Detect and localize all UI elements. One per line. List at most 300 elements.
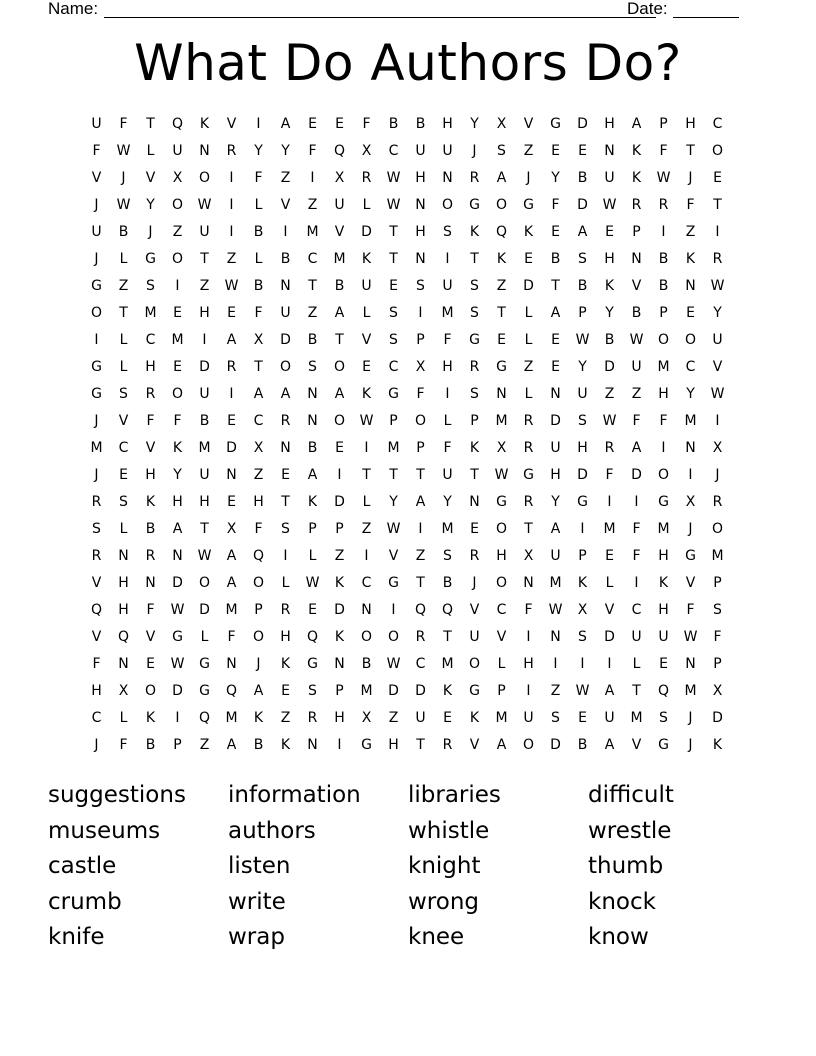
grid-letter[interactable]: U [523, 710, 534, 726]
grid-letter[interactable]: C [496, 602, 507, 618]
grid-letter[interactable]: N [307, 386, 318, 402]
grid-letter[interactable]: U [712, 332, 723, 348]
grid-letter[interactable]: L [497, 656, 506, 672]
grid-letter[interactable]: D [199, 602, 210, 618]
grid-letter[interactable]: H [442, 116, 453, 132]
grid-letter[interactable]: O [252, 575, 265, 591]
grid-letter[interactable]: H [334, 710, 345, 726]
grid-letter[interactable]: W [116, 143, 131, 159]
grid-letter[interactable]: A [415, 494, 426, 510]
grid-letter[interactable]: Z [280, 170, 291, 186]
grid-letter[interactable]: T [470, 467, 479, 483]
grid-letter[interactable]: E [470, 521, 479, 537]
grid-letter[interactable]: Z [496, 278, 507, 294]
grid-letter[interactable]: N [118, 656, 129, 672]
grid-letter[interactable]: W [386, 656, 401, 672]
grid-letter[interactable]: Z [604, 386, 615, 402]
grid-letter[interactable]: L [254, 197, 263, 213]
grid-letter[interactable]: A [550, 521, 561, 537]
grid-letter[interactable]: R [658, 197, 669, 213]
grid-letter[interactable]: I [283, 548, 288, 564]
grid-letter[interactable]: L [362, 197, 371, 213]
grid-letter[interactable]: T [416, 467, 425, 483]
grid-letter[interactable]: B [253, 224, 264, 240]
grid-letter[interactable]: H [442, 359, 453, 375]
grid-letter[interactable]: U [172, 143, 183, 159]
grid-letter[interactable]: B [415, 116, 426, 132]
grid-letter[interactable]: X [415, 359, 426, 375]
grid-letter[interactable]: L [119, 710, 128, 726]
grid-letter[interactable]: A [334, 305, 345, 321]
grid-letter[interactable]: I [229, 224, 234, 240]
grid-letter[interactable]: S [578, 413, 587, 429]
grid-letter[interactable]: A [334, 386, 345, 402]
grid-letter[interactable]: E [281, 683, 290, 699]
grid-letter[interactable]: Y [551, 494, 560, 510]
grid-letter[interactable]: H [658, 602, 669, 618]
grid-letter[interactable]: N [685, 278, 696, 294]
grid-letter[interactable]: N [280, 440, 291, 456]
grid-letter[interactable]: G [199, 656, 210, 672]
grid-letter[interactable]: F [173, 413, 182, 429]
grid-letter[interactable]: E [551, 359, 560, 375]
grid-letter[interactable]: Z [415, 548, 426, 564]
grid-letter[interactable]: B [658, 251, 669, 267]
grid-letter[interactable]: I [229, 386, 234, 402]
grid-letter[interactable]: U [415, 710, 426, 726]
grid-letter[interactable]: F [632, 521, 641, 537]
grid-letter[interactable]: A [280, 386, 291, 402]
grid-letter[interactable]: H [523, 656, 534, 672]
grid-letter[interactable]: S [443, 548, 452, 564]
grid-letter[interactable]: R [523, 440, 534, 456]
grid-letter[interactable]: V [361, 332, 372, 348]
grid-letter[interactable]: U [280, 305, 291, 321]
grid-letter[interactable]: A [631, 440, 642, 456]
grid-letter[interactable]: K [496, 251, 507, 267]
grid-letter[interactable]: N [145, 575, 156, 591]
grid-letter[interactable]: W [710, 386, 725, 402]
grid-letter[interactable]: D [334, 602, 345, 618]
grid-letter[interactable]: C [253, 413, 264, 429]
grid-letter[interactable]: P [335, 683, 344, 699]
grid-letter[interactable]: M [495, 710, 508, 726]
grid-letter[interactable]: C [685, 359, 696, 375]
grid-letter[interactable]: L [119, 251, 128, 267]
grid-letter[interactable]: B [307, 332, 318, 348]
grid-letter[interactable]: L [362, 305, 371, 321]
grid-letter[interactable]: A [307, 467, 318, 483]
grid-letter[interactable]: R [91, 494, 102, 510]
grid-letter[interactable]: O [468, 656, 481, 672]
grid-letter[interactable]: O [144, 683, 157, 699]
grid-letter[interactable]: Q [171, 116, 184, 132]
grid-letter[interactable]: Y [578, 359, 587, 375]
grid-letter[interactable]: V [226, 116, 237, 132]
grid-letter[interactable]: S [308, 683, 317, 699]
grid-letter[interactable]: Z [631, 386, 642, 402]
grid-letter[interactable]: K [604, 278, 615, 294]
grid-letter[interactable]: M [333, 251, 346, 267]
grid-letter[interactable]: O [279, 359, 292, 375]
grid-letter[interactable]: K [280, 656, 291, 672]
grid-letter[interactable]: E [308, 602, 317, 618]
grid-letter[interactable]: F [686, 197, 695, 213]
grid-letter[interactable]: J [94, 737, 99, 753]
grid-letter[interactable]: H [199, 494, 210, 510]
grid-letter[interactable]: W [656, 170, 671, 186]
grid-letter[interactable]: Z [118, 278, 129, 294]
grid-letter[interactable]: D [604, 629, 615, 645]
grid-letter[interactable]: O [495, 575, 508, 591]
grid-letter[interactable]: S [443, 224, 452, 240]
grid-letter[interactable]: W [170, 602, 185, 618]
grid-letter[interactable]: U [550, 440, 561, 456]
grid-letter[interactable]: X [361, 710, 372, 726]
grid-letter[interactable]: W [386, 521, 401, 537]
grid-letter[interactable]: I [580, 521, 585, 537]
grid-letter[interactable]: E [578, 143, 587, 159]
grid-letter[interactable]: R [280, 413, 291, 429]
grid-letter[interactable]: M [387, 440, 400, 456]
grid-letter[interactable]: I [364, 440, 369, 456]
grid-letter[interactable]: K [307, 494, 318, 510]
grid-letter[interactable]: Z [199, 737, 210, 753]
grid-letter[interactable]: W [305, 575, 320, 591]
grid-letter[interactable]: P [497, 683, 506, 699]
grid-letter[interactable]: M [225, 602, 238, 618]
grid-letter[interactable]: Z [226, 251, 237, 267]
grid-letter[interactable]: H [172, 494, 183, 510]
grid-letter[interactable]: K [334, 629, 345, 645]
grid-letter[interactable]: N [523, 575, 534, 591]
grid-letter[interactable]: I [661, 440, 666, 456]
grid-letter[interactable]: H [91, 683, 102, 699]
grid-letter[interactable]: P [632, 224, 641, 240]
grid-letter[interactable]: S [119, 386, 128, 402]
grid-letter[interactable]: L [308, 548, 317, 564]
grid-letter[interactable]: R [442, 737, 453, 753]
grid-letter[interactable]: K [361, 386, 372, 402]
name-blank-line[interactable] [104, 0, 656, 18]
grid-letter[interactable]: G [91, 359, 102, 375]
grid-letter[interactable]: E [497, 332, 506, 348]
grid-letter[interactable]: K [145, 710, 156, 726]
grid-letter[interactable]: K [631, 170, 642, 186]
grid-letter[interactable]: Z [172, 224, 183, 240]
grid-letter[interactable]: X [496, 116, 507, 132]
grid-letter[interactable]: F [92, 143, 101, 159]
grid-letter[interactable]: J [688, 170, 693, 186]
grid-letter[interactable]: Y [443, 494, 452, 510]
grid-letter[interactable]: M [441, 656, 454, 672]
grid-letter[interactable]: I [391, 602, 396, 618]
grid-letter[interactable]: K [172, 440, 183, 456]
grid-letter[interactable]: X [334, 170, 345, 186]
grid-letter[interactable]: N [307, 737, 318, 753]
grid-letter[interactable]: B [442, 575, 453, 591]
grid-letter[interactable]: M [711, 548, 724, 564]
grid-letter[interactable]: E [119, 467, 128, 483]
grid-letter[interactable]: U [199, 386, 210, 402]
grid-letter[interactable]: X [496, 440, 507, 456]
grid-letter[interactable]: F [659, 143, 668, 159]
grid-letter[interactable]: T [146, 116, 155, 132]
grid-letter[interactable]: Z [550, 683, 561, 699]
grid-letter[interactable]: O [495, 197, 508, 213]
grid-letter[interactable]: I [310, 170, 315, 186]
grid-letter[interactable]: D [172, 683, 183, 699]
grid-letter[interactable]: E [605, 224, 614, 240]
grid-letter[interactable]: E [227, 305, 236, 321]
grid-letter[interactable]: W [629, 332, 644, 348]
grid-letter[interactable]: E [146, 656, 155, 672]
grid-letter[interactable]: F [362, 116, 371, 132]
grid-letter[interactable]: D [550, 413, 561, 429]
grid-letter[interactable]: H [199, 305, 210, 321]
grid-letter[interactable]: N [307, 413, 318, 429]
grid-letter[interactable]: T [254, 359, 263, 375]
grid-letter[interactable]: T [335, 332, 344, 348]
grid-letter[interactable]: R [631, 197, 642, 213]
grid-letter[interactable]: Z [523, 143, 534, 159]
grid-letter[interactable]: D [577, 197, 588, 213]
grid-letter[interactable]: I [661, 224, 666, 240]
grid-letter[interactable]: N [685, 656, 696, 672]
grid-letter[interactable]: F [443, 332, 452, 348]
grid-letter[interactable]: H [685, 116, 696, 132]
grid-letter[interactable]: I [202, 332, 207, 348]
grid-letter[interactable]: S [497, 143, 506, 159]
grid-letter[interactable]: F [146, 602, 155, 618]
grid-letter[interactable]: S [578, 629, 587, 645]
grid-letter[interactable]: M [441, 521, 454, 537]
grid-letter[interactable]: M [306, 224, 319, 240]
grid-letter[interactable]: U [415, 143, 426, 159]
grid-letter[interactable]: O [441, 197, 454, 213]
grid-letter[interactable]: S [308, 359, 317, 375]
grid-letter[interactable]: I [337, 737, 342, 753]
grid-letter[interactable]: H [604, 251, 615, 267]
grid-letter[interactable]: H [550, 467, 561, 483]
grid-letter[interactable]: P [254, 602, 263, 618]
grid-letter[interactable]: G [523, 467, 534, 483]
grid-letter[interactable]: I [715, 224, 720, 240]
grid-letter[interactable]: A [631, 116, 642, 132]
grid-letter[interactable]: O [252, 629, 265, 645]
grid-letter[interactable]: P [416, 332, 425, 348]
grid-letter[interactable]: L [524, 332, 533, 348]
grid-letter[interactable]: J [526, 170, 531, 186]
grid-letter[interactable]: Y [146, 197, 155, 213]
grid-letter[interactable]: Q [252, 548, 265, 564]
grid-letter[interactable]: T [389, 251, 398, 267]
grid-letter[interactable]: W [602, 197, 617, 213]
grid-letter[interactable]: U [334, 197, 345, 213]
grid-letter[interactable]: G [658, 737, 669, 753]
grid-letter[interactable]: H [253, 494, 264, 510]
grid-letter[interactable]: Y [173, 467, 182, 483]
grid-letter[interactable]: Y [551, 170, 560, 186]
grid-letter[interactable]: H [118, 602, 129, 618]
grid-letter[interactable]: W [710, 278, 725, 294]
grid-letter[interactable]: R [604, 440, 615, 456]
grid-letter[interactable]: K [685, 251, 696, 267]
grid-letter[interactable]: K [577, 575, 588, 591]
grid-letter[interactable]: E [281, 467, 290, 483]
grid-letter[interactable]: W [197, 548, 212, 564]
grid-letter[interactable]: L [119, 332, 128, 348]
grid-letter[interactable]: P [470, 413, 479, 429]
grid-letter[interactable]: U [91, 116, 102, 132]
grid-letter[interactable]: R [145, 386, 156, 402]
grid-letter[interactable]: N [415, 251, 426, 267]
grid-letter[interactable]: H [658, 386, 669, 402]
grid-letter[interactable]: C [307, 251, 318, 267]
grid-letter[interactable]: V [469, 737, 480, 753]
grid-letter[interactable]: O [657, 467, 670, 483]
grid-letter[interactable]: P [416, 440, 425, 456]
grid-letter[interactable]: Q [198, 710, 211, 726]
grid-letter[interactable]: H [388, 737, 399, 753]
grid-letter[interactable]: V [685, 575, 696, 591]
grid-letter[interactable]: K [442, 683, 453, 699]
grid-letter[interactable]: X [523, 548, 534, 564]
grid-letter[interactable]: U [199, 467, 210, 483]
grid-letter[interactable]: R [361, 170, 372, 186]
grid-letter[interactable]: T [497, 305, 506, 321]
grid-letter[interactable]: Z [280, 710, 291, 726]
grid-letter[interactable]: L [362, 494, 371, 510]
grid-letter[interactable]: J [94, 467, 99, 483]
grid-letter[interactable]: W [116, 197, 131, 213]
grid-letter[interactable]: B [280, 251, 291, 267]
grid-letter[interactable]: S [416, 278, 425, 294]
grid-letter[interactable]: I [283, 224, 288, 240]
grid-letter[interactable]: B [145, 521, 156, 537]
grid-letter[interactable]: R [523, 413, 534, 429]
grid-letter[interactable]: I [418, 521, 423, 537]
grid-letter[interactable]: D [415, 683, 426, 699]
grid-letter[interactable]: X [577, 602, 588, 618]
grid-letter[interactable]: E [173, 305, 182, 321]
grid-letter[interactable]: S [389, 305, 398, 321]
grid-letter[interactable]: C [118, 440, 129, 456]
grid-letter[interactable]: E [713, 170, 722, 186]
grid-letter[interactable]: D [577, 467, 588, 483]
grid-letter[interactable]: B [577, 737, 588, 753]
grid-letter[interactable]: W [575, 683, 590, 699]
grid-letter[interactable]: V [388, 548, 399, 564]
grid-letter[interactable]: K [361, 251, 372, 267]
grid-letter[interactable]: B [199, 413, 210, 429]
grid-letter[interactable]: R [226, 359, 237, 375]
grid-letter[interactable]: I [688, 467, 693, 483]
grid-letter[interactable]: O [414, 413, 427, 429]
grid-letter[interactable]: E [578, 710, 587, 726]
grid-letter[interactable]: I [553, 656, 558, 672]
grid-letter[interactable]: L [119, 521, 128, 537]
grid-letter[interactable]: X [361, 143, 372, 159]
grid-letter[interactable]: D [712, 710, 723, 726]
grid-letter[interactable]: L [146, 143, 155, 159]
grid-letter[interactable]: N [226, 467, 237, 483]
grid-letter[interactable]: N [631, 251, 642, 267]
grid-letter[interactable]: E [551, 332, 560, 348]
grid-letter[interactable]: V [604, 602, 615, 618]
grid-letter[interactable]: M [360, 683, 373, 699]
grid-letter[interactable]: N [550, 386, 561, 402]
grid-letter[interactable]: O [198, 575, 211, 591]
grid-letter[interactable]: P [578, 548, 587, 564]
grid-letter[interactable]: N [280, 278, 291, 294]
grid-letter[interactable]: F [92, 656, 101, 672]
grid-letter[interactable]: W [683, 629, 698, 645]
grid-letter[interactable]: O [387, 629, 400, 645]
grid-letter[interactable]: U [604, 710, 615, 726]
grid-letter[interactable]: D [199, 359, 210, 375]
grid-letter[interactable]: L [605, 575, 614, 591]
grid-letter[interactable]: Q [495, 224, 508, 240]
grid-letter[interactable]: M [171, 332, 184, 348]
grid-letter[interactable]: O [171, 197, 184, 213]
grid-letter[interactable]: V [496, 629, 507, 645]
grid-letter[interactable]: L [119, 359, 128, 375]
grid-letter[interactable]: D [550, 737, 561, 753]
grid-letter[interactable]: K [469, 710, 480, 726]
grid-letter[interactable]: Q [441, 602, 454, 618]
grid-letter[interactable]: G [172, 629, 183, 645]
grid-letter[interactable]: O [711, 143, 724, 159]
grid-letter[interactable]: V [712, 359, 723, 375]
grid-letter[interactable]: P [173, 737, 182, 753]
grid-letter[interactable]: D [523, 278, 534, 294]
grid-letter[interactable]: P [308, 521, 317, 537]
grid-letter[interactable]: K [469, 440, 480, 456]
grid-letter[interactable]: C [388, 359, 399, 375]
grid-letter[interactable]: F [443, 440, 452, 456]
grid-letter[interactable]: B [604, 332, 615, 348]
grid-letter[interactable]: B [253, 278, 264, 294]
grid-letter[interactable]: A [226, 548, 237, 564]
grid-letter[interactable]: S [659, 710, 668, 726]
grid-letter[interactable]: U [577, 386, 588, 402]
grid-letter[interactable]: W [197, 197, 212, 213]
grid-letter[interactable]: I [175, 710, 180, 726]
grid-letter[interactable]: E [227, 494, 236, 510]
grid-letter[interactable]: R [712, 494, 723, 510]
grid-letter[interactable]: A [226, 575, 237, 591]
grid-letter[interactable]: C [415, 656, 426, 672]
grid-letter[interactable]: R [469, 359, 480, 375]
grid-letter[interactable]: O [171, 386, 184, 402]
grid-letter[interactable]: G [307, 656, 318, 672]
grid-letter[interactable]: V [91, 170, 102, 186]
grid-letter[interactable]: R [307, 710, 318, 726]
grid-letter[interactable]: J [94, 251, 99, 267]
grid-letter[interactable]: V [91, 575, 102, 591]
grid-letter[interactable]: G [199, 683, 210, 699]
grid-letter[interactable]: V [631, 737, 642, 753]
grid-letter[interactable]: L [254, 251, 263, 267]
grid-letter[interactable]: V [523, 116, 534, 132]
grid-letter[interactable]: V [118, 413, 129, 429]
grid-letter[interactable]: T [200, 521, 209, 537]
grid-letter[interactable]: N [442, 170, 453, 186]
grid-letter[interactable]: G [523, 197, 534, 213]
grid-letter[interactable]: A [550, 305, 561, 321]
grid-letter[interactable]: U [469, 629, 480, 645]
